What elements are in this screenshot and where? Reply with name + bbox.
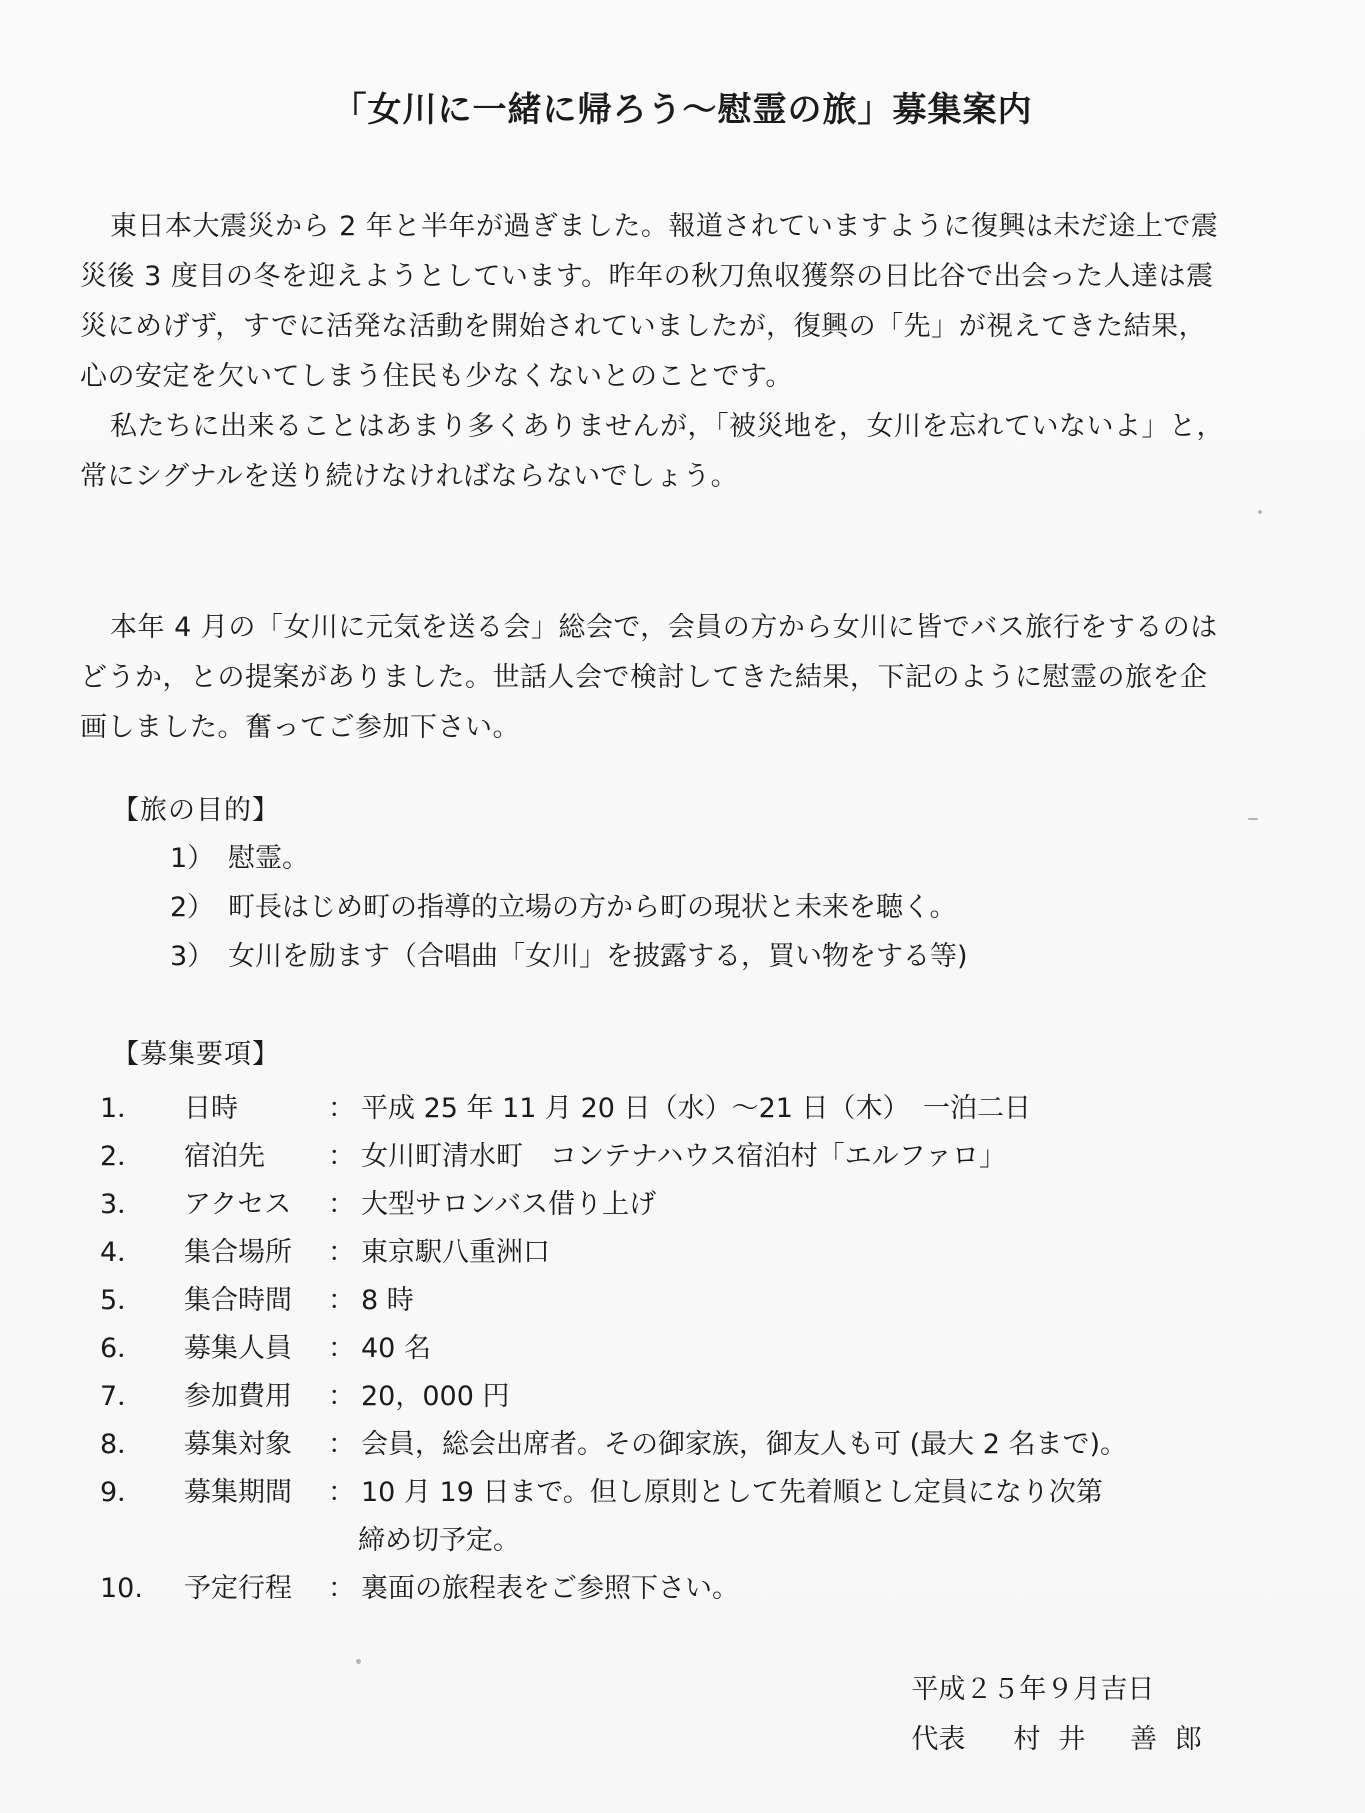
purpose-item-number: 3）: [170, 941, 215, 972]
representative-line: [911, 1715, 1220, 1765]
purpose-item: [170, 834, 968, 883]
purpose-item-number: 2）: [170, 892, 215, 923]
issue-date: 平成２５年９月吉日: [911, 1674, 1155, 1705]
signature-block: [911, 1665, 1220, 1765]
purpose-heading: 【旅の目的】: [112, 795, 280, 826]
label-separator: ：: [328, 1189, 355, 1220]
recruit-item: [100, 1469, 1127, 1517]
purpose-item-text: 町長はじめ町の指導的立場の方から町の現状と未来を聴く。: [228, 892, 957, 923]
recruit-item-value: 裏面の旅程表をご参照下さい。: [361, 1573, 739, 1604]
recruit-item-label: 集合場所: [184, 1237, 292, 1268]
label-separator: ：: [328, 1237, 355, 1268]
recruit-item-value: 10 月 19 日まで。但し原則として先着順とし定員になり次第: [361, 1477, 1103, 1508]
recruit-item-number: 8．: [100, 1429, 145, 1460]
proposal-section: [80, 603, 1230, 753]
representative-name: 村井 善郎: [1013, 1724, 1220, 1755]
label-separator: ：: [328, 1429, 355, 1460]
recruit-item-value: 東京駅八重洲口: [361, 1237, 550, 1268]
paper-speck: [1248, 818, 1258, 820]
recruit-item-value: 平成 25 年 11 月 20 日（水）〜21 日（木） 一泊二日: [361, 1093, 1032, 1124]
label-separator: ：: [328, 1333, 355, 1364]
recruit-item-label: 参加費用: [184, 1381, 292, 1412]
purpose-item-text: 女川を励ます（合唱曲「女川」を披露する，買い物をする等): [228, 941, 968, 972]
recruit-item: [100, 1565, 1127, 1613]
representative-role: 代表: [911, 1724, 966, 1755]
recruit-item-number: 5．: [100, 1285, 145, 1316]
intro-paragraph-2: 私たちに出来ることはあまり多くありませんが，「被災地を，女川を忘れていないよ」と，常にシグナルを送り続けなければならないでしょう。: [80, 411, 1224, 492]
recruit-heading: 【募集要項】: [112, 1039, 280, 1070]
recruit-item-number: 3．: [100, 1189, 145, 1220]
recruit-item-value-continued: 締め切予定。: [358, 1525, 520, 1556]
label-separator: ：: [328, 1093, 355, 1124]
recruit-item-number: 10.: [100, 1573, 143, 1604]
document-title: 「女川に一緒に帰ろう〜慰霊の旅」募集案内: [332, 90, 1033, 130]
recruit-item-label: アクセス: [184, 1189, 292, 1220]
recruit-list: [100, 1085, 1127, 1613]
recruit-item-value: 女川町清水町 コンテナハウス宿泊村「エルファロ」: [361, 1141, 1007, 1172]
recruit-item-number: 6．: [100, 1333, 145, 1364]
recruit-item-value: 40 名: [361, 1333, 431, 1364]
recruit-item-label: 宿泊先: [184, 1141, 265, 1172]
recruit-item-label: 募集期間: [184, 1477, 292, 1508]
purpose-list: [170, 834, 968, 981]
purpose-item: [170, 883, 968, 932]
label-separator: ：: [328, 1141, 355, 1172]
label-separator: ：: [328, 1573, 355, 1604]
recruit-item: [100, 1277, 1127, 1325]
intro-paragraph-3: 本年 4 月の「女川に元気を送る会」総会で，会員の方から女川に皆でバス旅行をするのはどうか，との提案がありました。世話人会で検討してきた結果，下記のように慰霊の旅を企画しました。奮ってご参加下さい。: [80, 612, 1218, 743]
intro-section: [80, 202, 1230, 502]
recruit-item-label: 日時: [184, 1093, 238, 1124]
paper-speck: [356, 1659, 361, 1664]
recruit-item: [100, 1229, 1127, 1277]
purpose-item-number: 1）: [170, 843, 215, 874]
recruit-item: [100, 1373, 1127, 1421]
recruit-item: [100, 1325, 1127, 1373]
recruit-item-number: 2．: [100, 1141, 145, 1172]
paper-speck: [1258, 510, 1262, 514]
recruit-item-continuation: [100, 1517, 1127, 1565]
purpose-item: [170, 932, 968, 981]
recruit-item: [100, 1421, 1127, 1469]
recruit-item-value: 20，000 円: [361, 1381, 510, 1412]
recruit-item: [100, 1133, 1127, 1181]
recruit-item: [100, 1181, 1127, 1229]
recruit-item-label: 集合時間: [184, 1285, 292, 1316]
purpose-item-text: 慰霊。: [228, 843, 309, 874]
recruit-item-value: 8 時: [361, 1285, 414, 1316]
recruit-item-label: 予定行程: [184, 1573, 292, 1604]
label-separator: ：: [328, 1285, 355, 1316]
recruit-item-number: 1．: [100, 1093, 145, 1124]
recruit-item-value: 大型サロンバス借り上げ: [361, 1189, 657, 1220]
recruit-item: [100, 1085, 1127, 1133]
recruit-item-label: 募集人員: [184, 1333, 292, 1364]
recruit-item-number: 9．: [100, 1477, 145, 1508]
recruit-item-value: 会員，総会出席者。その御家族，御友人も可 (最大 2 名まで)。: [361, 1429, 1127, 1460]
label-separator: ：: [328, 1477, 355, 1508]
recruit-item-number: 4．: [100, 1237, 145, 1268]
intro-paragraph-1: 東日本大震災から 2 年と半年が過ぎました。報道されていますように復興は未だ途上で震災後 3 度目の冬を迎えようとしています。昨年の秋刀魚収獲祭の日比谷で出会った人達は震災にめげず，すでに活発な活動を開始されていましたが，復興の「先」が視えてきた結果，心の安定を欠いてしまう住民も少なくないとのことです。: [80, 211, 1219, 392]
recruit-item-label: 募集対象: [184, 1429, 292, 1460]
recruit-item-number: 7．: [100, 1381, 145, 1412]
label-separator: ：: [328, 1381, 355, 1412]
